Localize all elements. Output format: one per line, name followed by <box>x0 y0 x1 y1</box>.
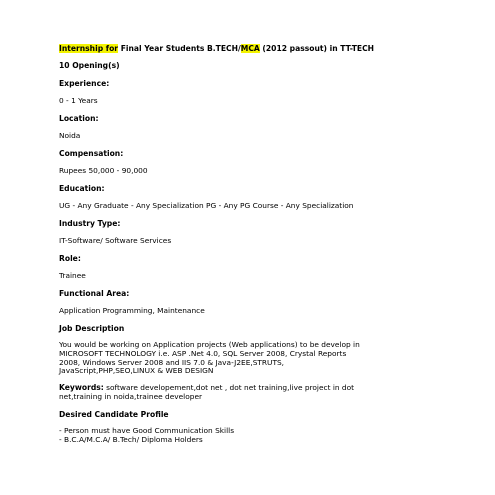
role-value: Trainee <box>59 271 86 280</box>
openings-count: 10 Opening(s) <box>59 61 120 70</box>
keywords-text: software developement,dot net , dot net training,live project in dot <box>103 383 355 393</box>
posting-title <box>59 44 469 54</box>
job-description-line: MICROSOFT TECHNOLOGY i.e. ASP .Net 4.0, SQL Server 2008, Crystal Reports <box>59 348 347 358</box>
industry-type-label: Industry Type: <box>59 219 121 228</box>
title-highlight-internship: Internship for <box>59 44 119 53</box>
functional-area-value: Application Programming, Maintenance <box>59 306 205 315</box>
industry-type-value: IT-Software/ Software Services <box>59 236 172 245</box>
functional-area-label: Functional Area: <box>59 289 130 298</box>
candidate-profile-item: - Person must have Good Communication Skills <box>59 425 235 435</box>
keywords-label: Keywords: <box>59 383 104 393</box>
title-text-passout: (2012 passout) in TT-TECH <box>259 44 375 53</box>
job-posting-document <box>59 44 469 444</box>
keywords-text-continued: net,training in noida,trainee developer <box>59 391 203 401</box>
candidate-profile-label: Desired Candidate Profile <box>59 409 169 419</box>
candidate-profile-item: - B.C.A/M.C.A/ B.Tech/ Diploma Holders <box>59 434 203 444</box>
experience-value: 0 - 1 Years <box>59 96 98 105</box>
job-description-line: You would be working on Application projects (Web applications) to be develop in <box>59 340 360 349</box>
education-value: UG - Any Graduate - Any Specialization PG - Any PG Course - Any Specialization <box>59 201 354 210</box>
candidate-profile-list <box>59 427 469 445</box>
role-label: Role: <box>59 254 81 263</box>
keywords-block <box>59 384 469 402</box>
compensation-label: Compensation: <box>59 149 124 158</box>
job-description-text <box>59 341 469 376</box>
job-description-line: JavaScript,PHP,SEO,LINUX & WEB DESIGN <box>59 366 214 376</box>
job-description-label: Job Description <box>59 324 125 333</box>
location-label: Location: <box>59 114 99 123</box>
job-description-line: 2008, Windows Server 2008 and IIS 7.0 & Java-J2EE,STRUTS, <box>59 357 285 367</box>
title-highlight-mca: MCA <box>240 44 260 53</box>
location-value: Noida <box>59 131 81 140</box>
compensation-value: Rupees 50,000 - 90,000 <box>59 166 148 175</box>
experience-label: Experience: <box>59 79 110 88</box>
title-text-students: Final Year Students B.TECH/ <box>118 44 241 53</box>
education-label: Education: <box>59 184 105 193</box>
